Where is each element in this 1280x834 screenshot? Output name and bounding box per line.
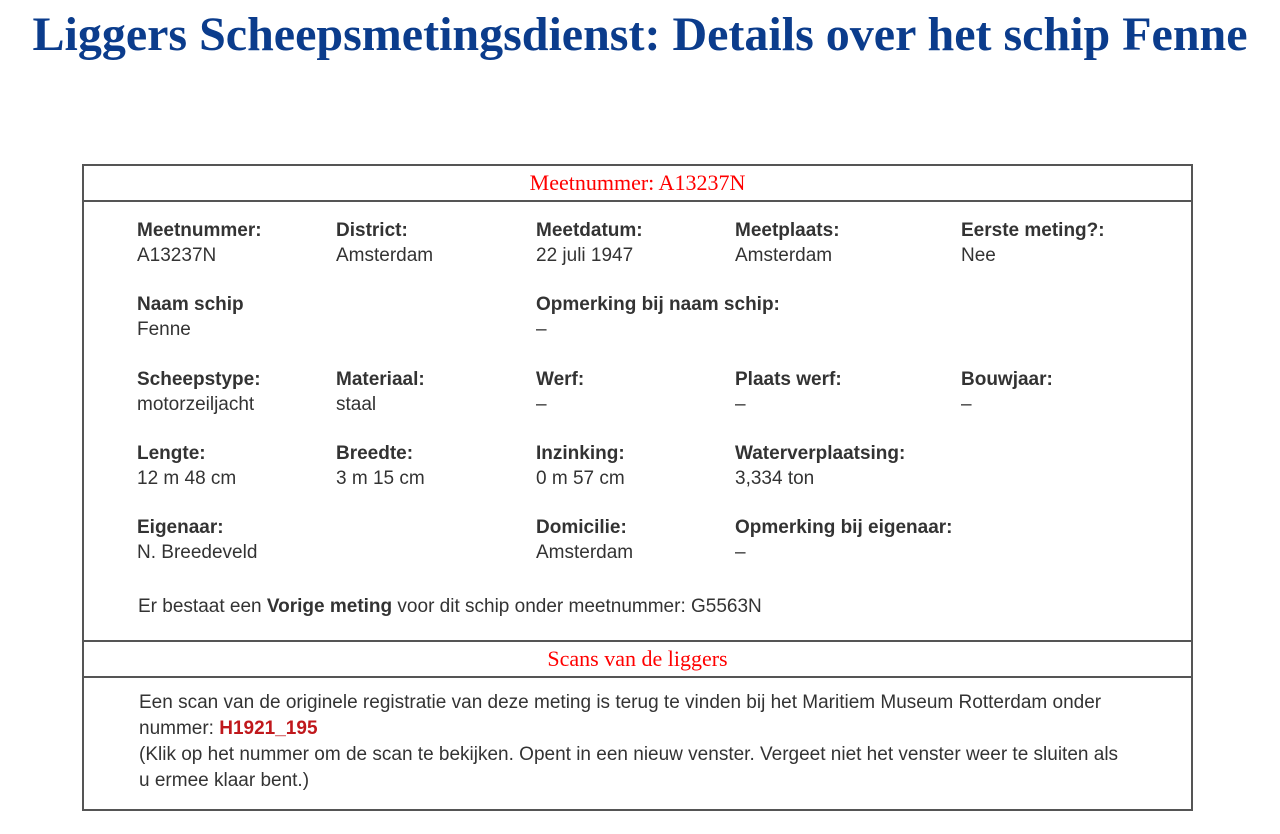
field-lengte: [137, 441, 236, 491]
field-plaats-werf: [735, 367, 842, 417]
field-value: A13237N: [137, 245, 217, 266]
field-value: –: [536, 394, 547, 415]
field-value: Nee: [961, 245, 996, 266]
field-opmerking-naam-schip: [536, 292, 780, 342]
field-label: Eerste meting?:: [961, 220, 1105, 241]
field-domicilie: [536, 515, 633, 565]
field-meetnummer: [137, 218, 262, 268]
field-werf: [536, 367, 584, 417]
field-label: Meetnummer:: [137, 220, 262, 241]
field-label: Eigenaar:: [137, 517, 224, 538]
field-value: Amsterdam: [735, 245, 833, 266]
field-label: Inzinking:: [536, 443, 625, 464]
ship-details-box: [82, 164, 1193, 811]
field-label: Plaats werf:: [735, 369, 842, 390]
note-bold-vorige-meting: Vorige meting: [266, 596, 393, 617]
note-prefix: Er bestaat een: [138, 596, 267, 617]
field-value: 0 m 57 cm: [536, 468, 625, 489]
scan-text-before-link: Een scan van de originele registratie van deze meting is terug te vinden bij het Maritiem Museum Rotterdam onder nummer:: [139, 692, 1102, 739]
field-eerste-meting: [961, 218, 1105, 268]
field-label: Meetdatum:: [536, 220, 643, 241]
field-opmerking-eigenaar: [735, 515, 953, 565]
field-value: –: [735, 394, 746, 415]
field-label: Werf:: [536, 369, 585, 390]
field-label: Lengte:: [137, 443, 206, 464]
field-value: Amsterdam: [536, 542, 634, 563]
page-title: Liggers Scheepsmetingsdienst: Details over het schip Fenne: [32, 8, 1248, 61]
field-value: 22 juli 1947: [536, 245, 634, 266]
field-label: Naam schip: [137, 294, 244, 315]
field-label: Domicilie:: [536, 517, 627, 538]
field-naam-schip: [137, 292, 244, 342]
field-label: Materiaal:: [336, 369, 425, 390]
field-eigenaar: [137, 515, 257, 565]
field-value: 12 m 48 cm: [137, 468, 237, 489]
field-label: Breedte:: [336, 443, 414, 464]
scan-note: (Klik op het nummer om de scan te bekijken. Opent in een nieuw venster. Vergeet niet het venster weer te sluiten als u ermee klaar bent.): [139, 744, 1119, 791]
field-label: Opmerking bij naam schip:: [536, 294, 780, 315]
field-meetdatum: [536, 218, 643, 268]
field-value: –: [961, 394, 972, 415]
scan-number-link[interactable]: H1921_195: [219, 718, 318, 739]
field-meetplaats: [735, 218, 840, 268]
field-label: Meetplaats:: [735, 220, 840, 241]
scan-info: [139, 690, 1119, 794]
field-value: 3 m 15 cm: [336, 468, 425, 489]
scans-header: Scans van de liggers: [84, 640, 1191, 678]
field-breedte: [336, 441, 425, 491]
field-district: [336, 218, 433, 268]
note-suffix: voor dit schip onder meetnummer: G5563N: [392, 596, 762, 617]
field-value: Fenne: [137, 319, 191, 340]
field-scheepstype: [137, 367, 261, 417]
field-bouwjaar: [961, 367, 1053, 417]
field-value: 3,334 ton: [735, 468, 815, 489]
field-label: Waterverplaatsing:: [735, 443, 906, 464]
field-value: N. Breedeveld: [137, 542, 258, 563]
field-label: Bouwjaar:: [961, 369, 1053, 390]
field-label: Scheepstype:: [137, 369, 261, 390]
previous-measurement-note: [138, 594, 762, 619]
meetnummer-header: Meetnummer: A13237N: [84, 166, 1191, 202]
field-inzinking: [536, 441, 625, 491]
field-value: –: [735, 542, 746, 563]
field-materiaal: [336, 367, 425, 417]
field-value: Amsterdam: [336, 245, 434, 266]
field-waterverplaatsing: [735, 441, 905, 491]
field-value: staal: [336, 394, 377, 415]
field-label: District:: [336, 220, 408, 241]
field-label: Opmerking bij eigenaar:: [735, 517, 953, 538]
field-value: –: [536, 319, 547, 340]
field-value: motorzeiljacht: [137, 394, 255, 415]
